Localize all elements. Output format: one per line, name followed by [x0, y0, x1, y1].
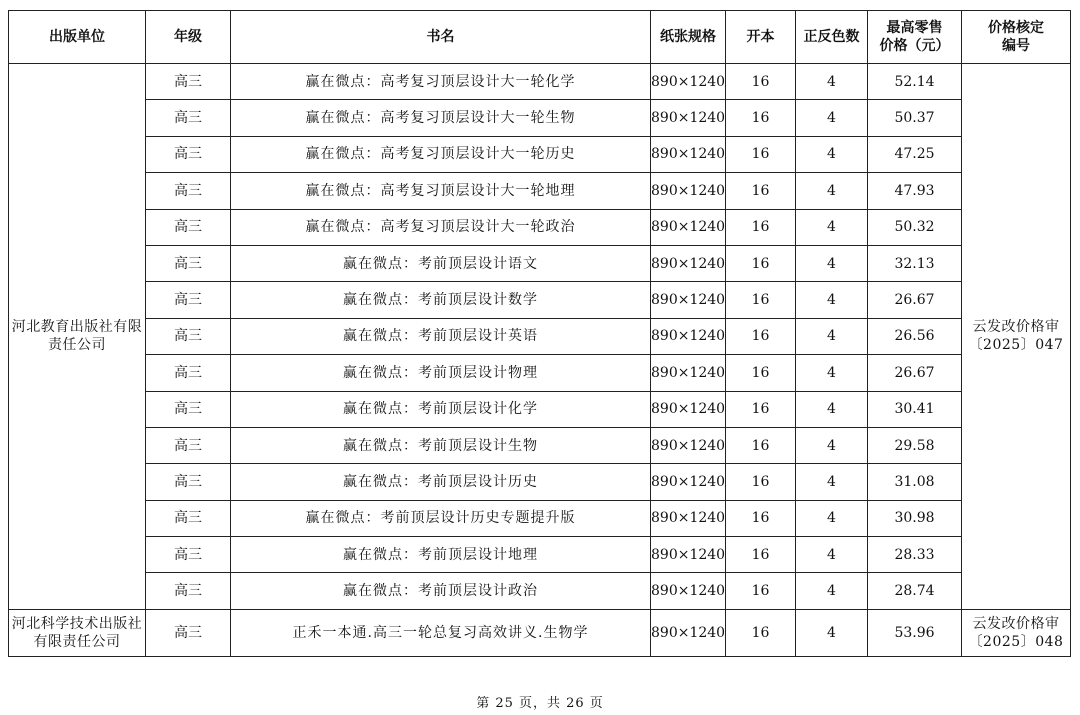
header-grade: 年级 [146, 11, 231, 64]
colors-cell: 4 [796, 173, 868, 209]
price-cell: 28.74 [868, 573, 962, 609]
table-row [9, 245, 1071, 281]
book-title-cell: 赢在微点：考前顶层设计化学 [231, 391, 651, 427]
grade-cell: 高三 [146, 173, 231, 209]
price-cell: 28.33 [868, 537, 962, 573]
table-row [9, 427, 1071, 463]
price-code-cell: 云发改价格审〔2025〕047 [962, 64, 1071, 610]
book-title-cell: 赢在微点：考前顶层设计英语 [231, 318, 651, 354]
paper-size-cell: 890×1240 [651, 500, 726, 536]
header-price-code-line1: 价格核定 [988, 20, 1044, 36]
page-footer: 第 25 页，共 26 页 [476, 696, 604, 711]
book-title-cell: 赢在微点：高考复习顶层设计大一轮政治 [231, 209, 651, 245]
paper-size-cell: 890×1240 [651, 427, 726, 463]
header-price-code [962, 11, 1071, 64]
colors-cell: 4 [796, 355, 868, 391]
colors-cell: 4 [796, 464, 868, 500]
book-title-cell: 赢在微点：考前顶层设计历史专题提升版 [231, 500, 651, 536]
header-max-price [868, 11, 962, 64]
colors-cell: 4 [796, 318, 868, 354]
table-row [9, 464, 1071, 500]
book-title-cell: 赢在微点：考前顶层设计地理 [231, 537, 651, 573]
colors-cell: 4 [796, 136, 868, 172]
table-row [9, 64, 1071, 100]
grade-cell: 高三 [146, 64, 231, 100]
colors-cell: 4 [796, 537, 868, 573]
grade-cell: 高三 [146, 573, 231, 609]
paper-size-cell: 890×1240 [651, 391, 726, 427]
grade-cell: 高三 [146, 318, 231, 354]
price-cell: 26.56 [868, 318, 962, 354]
header-price-code-line2: 编号 [1002, 38, 1030, 54]
colors-cell: 4 [796, 64, 868, 100]
header-row [9, 11, 1071, 64]
grade-cell: 高三 [146, 537, 231, 573]
paper-size-cell: 890×1240 [651, 209, 726, 245]
paper-size-cell: 890×1240 [651, 609, 726, 656]
grade-cell: 高三 [146, 100, 231, 136]
format-cell: 16 [726, 136, 796, 172]
paper-size-cell: 890×1240 [651, 537, 726, 573]
table-row [9, 391, 1071, 427]
header-colors: 正反色数 [796, 11, 868, 64]
format-cell: 16 [726, 391, 796, 427]
book-title-cell: 赢在微点：考前顶层设计历史 [231, 464, 651, 500]
grade-cell: 高三 [146, 245, 231, 281]
format-cell: 16 [726, 500, 796, 536]
format-cell: 16 [726, 464, 796, 500]
price-code-cell: 云发改价格审〔2025〕048 [962, 609, 1071, 656]
price-cell: 53.96 [868, 609, 962, 656]
paper-size-cell: 890×1240 [651, 64, 726, 100]
table-row [9, 500, 1071, 536]
header-max-price-line1: 最高零售 [886, 20, 943, 36]
header-title: 书名 [231, 11, 651, 64]
paper-size-cell: 890×1240 [651, 355, 726, 391]
grade-cell: 高三 [146, 427, 231, 463]
price-cell: 26.67 [868, 282, 962, 318]
table-row [9, 173, 1071, 209]
table-row [9, 318, 1071, 354]
book-title-cell: 赢在微点：高考复习顶层设计大一轮历史 [231, 136, 651, 172]
paper-size-cell: 890×1240 [651, 318, 726, 354]
paper-size-cell: 890×1240 [651, 173, 726, 209]
header-publisher: 出版单位 [9, 11, 146, 64]
paper-size-cell: 890×1240 [651, 282, 726, 318]
price-cell: 32.13 [868, 245, 962, 281]
format-cell: 16 [726, 245, 796, 281]
colors-cell: 4 [796, 427, 868, 463]
format-cell: 16 [726, 318, 796, 354]
price-cell: 31.08 [868, 464, 962, 500]
table-row [9, 355, 1071, 391]
header-max-price-line2: 价格（元） [879, 38, 950, 54]
price-cell: 52.14 [868, 64, 962, 100]
grade-cell: 高三 [146, 209, 231, 245]
colors-cell: 4 [796, 245, 868, 281]
price-cell: 50.37 [868, 100, 962, 136]
format-cell: 16 [726, 100, 796, 136]
book-title-cell: 赢在微点：高考复习顶层设计大一轮化学 [231, 64, 651, 100]
table-row [9, 609, 1071, 656]
colors-cell: 4 [796, 609, 868, 656]
price-cell: 30.98 [868, 500, 962, 536]
book-title-cell: 赢在微点：高考复习顶层设计大一轮生物 [231, 100, 651, 136]
book-title-cell: 赢在微点：考前顶层设计生物 [231, 427, 651, 463]
header-paper-size: 纸张规格 [651, 11, 726, 64]
format-cell: 16 [726, 537, 796, 573]
paper-size-cell: 890×1240 [651, 245, 726, 281]
grade-cell: 高三 [146, 500, 231, 536]
format-cell: 16 [726, 355, 796, 391]
book-title-cell: 赢在微点：考前顶层设计物理 [231, 355, 651, 391]
colors-cell: 4 [796, 391, 868, 427]
table-row [9, 136, 1071, 172]
price-cell: 29.58 [868, 427, 962, 463]
publisher-cell: 河北科学技术出版社有限责任公司 [9, 609, 146, 656]
book-title-cell: 赢在微点：考前顶层设计政治 [231, 573, 651, 609]
book-title-cell: 赢在微点：高考复习顶层设计大一轮地理 [231, 173, 651, 209]
paper-size-cell: 890×1240 [651, 136, 726, 172]
paper-size-cell: 890×1240 [651, 573, 726, 609]
colors-cell: 4 [796, 209, 868, 245]
grade-cell: 高三 [146, 464, 231, 500]
book-title-cell: 正禾一本通.高三一轮总复习高效讲义.生物学 [231, 609, 651, 656]
table-row [9, 209, 1071, 245]
publisher-cell: 河北教育出版社有限责任公司 [9, 64, 146, 610]
format-cell: 16 [726, 64, 796, 100]
colors-cell: 4 [796, 282, 868, 318]
price-cell: 26.67 [868, 355, 962, 391]
table-body [9, 64, 1071, 657]
format-cell: 16 [726, 609, 796, 656]
table-row [9, 282, 1071, 318]
grade-cell: 高三 [146, 136, 231, 172]
colors-cell: 4 [796, 573, 868, 609]
colors-cell: 4 [796, 100, 868, 136]
book-title-cell: 赢在微点：考前顶层设计数学 [231, 282, 651, 318]
colors-cell: 4 [796, 500, 868, 536]
price-cell: 47.93 [868, 173, 962, 209]
format-cell: 16 [726, 173, 796, 209]
table-row [9, 573, 1071, 609]
grade-cell: 高三 [146, 609, 231, 656]
grade-cell: 高三 [146, 355, 231, 391]
price-table [8, 10, 1071, 657]
format-cell: 16 [726, 573, 796, 609]
header-format: 开本 [726, 11, 796, 64]
grade-cell: 高三 [146, 391, 231, 427]
grade-cell: 高三 [146, 282, 231, 318]
book-title-cell: 赢在微点：考前顶层设计语文 [231, 245, 651, 281]
table-row [9, 537, 1071, 573]
table-row [9, 100, 1071, 136]
price-cell: 50.32 [868, 209, 962, 245]
format-cell: 16 [726, 209, 796, 245]
price-cell: 30.41 [868, 391, 962, 427]
format-cell: 16 [726, 282, 796, 318]
paper-size-cell: 890×1240 [651, 464, 726, 500]
price-cell: 47.25 [868, 136, 962, 172]
paper-size-cell: 890×1240 [651, 100, 726, 136]
format-cell: 16 [726, 427, 796, 463]
